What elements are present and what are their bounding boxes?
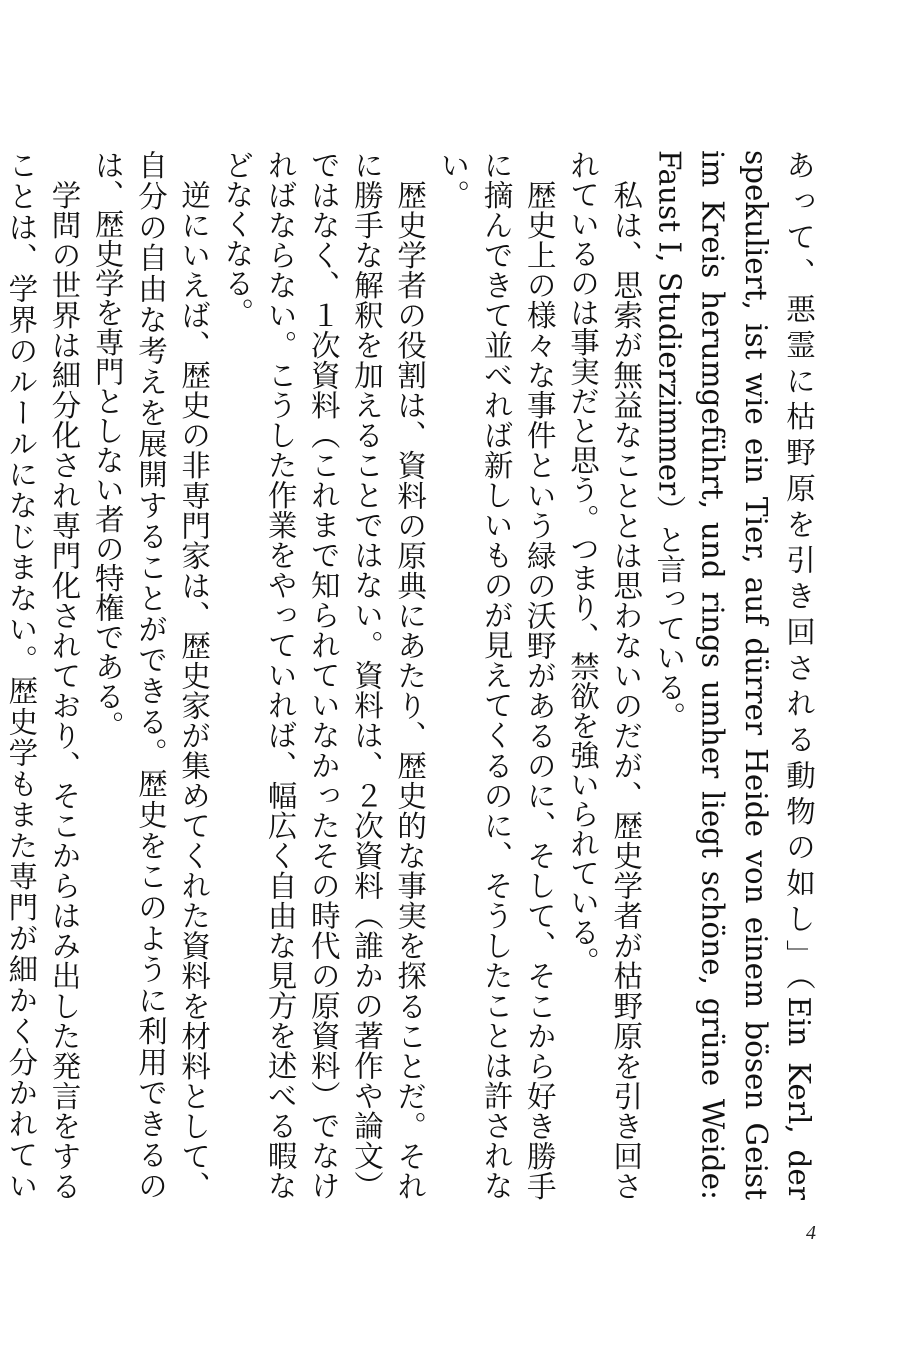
paragraph-3: 歴史上の様々な事件という緑の沃野があるのに、そして、そこから好き勝手に摘んできて並べれば新しいものが見えてくるのに、そうしたことは許されない。 — [436, 150, 557, 1200]
vertical-text-body — [4, 150, 820, 1201]
paragraph-2: 私は、思索が無益なこととは思わないのだが、歴史学者が枯野原を引き回されているのは事実だと思う。つまり、禁欲を強いられている。 — [565, 150, 644, 1200]
paragraph-6: 学問の世界は細分化され専門化されており、そこからはみ出した発言をすることは、学界のルールになじまない。歴史学もまた専門が細かく分かれてい — [4, 150, 82, 1200]
page-number: 4 — [806, 1222, 816, 1244]
paragraph-4: 歴史学者の役割は、資料の原典にあたり、歴史的な事実を探ることだ。それに勝手な解釈を加えることではない。資料は、２次資料（誰かの著作や論文）ではなく、１次資料（これまで知られていなかったその時代の原資料）でなければならない。こうした作業をやっていれば、幅広く自由な見方を述べる暇などなくなる。 — [220, 150, 428, 1200]
paragraph-1: あって、悪霊に枯野原を引き回される動物の如し」（Ein Kerl, der spekuliert, ist wie ein Tier, auf dürrer Heide von einem bösen Geist im Kreis herumgeführt, und rings umher liegt schöne, grüne Weide: Faust I, Studierzimmer）と言っている。 — [652, 150, 816, 1200]
paragraph-5: 逆にいえば、歴史の非専門家は、歴史家が集めてくれた資料を材料として、自分の自由な考えを展開することができる。歴史をこのように利用できるのは、歴史学を専門としない者の特権である。 — [90, 150, 212, 1201]
